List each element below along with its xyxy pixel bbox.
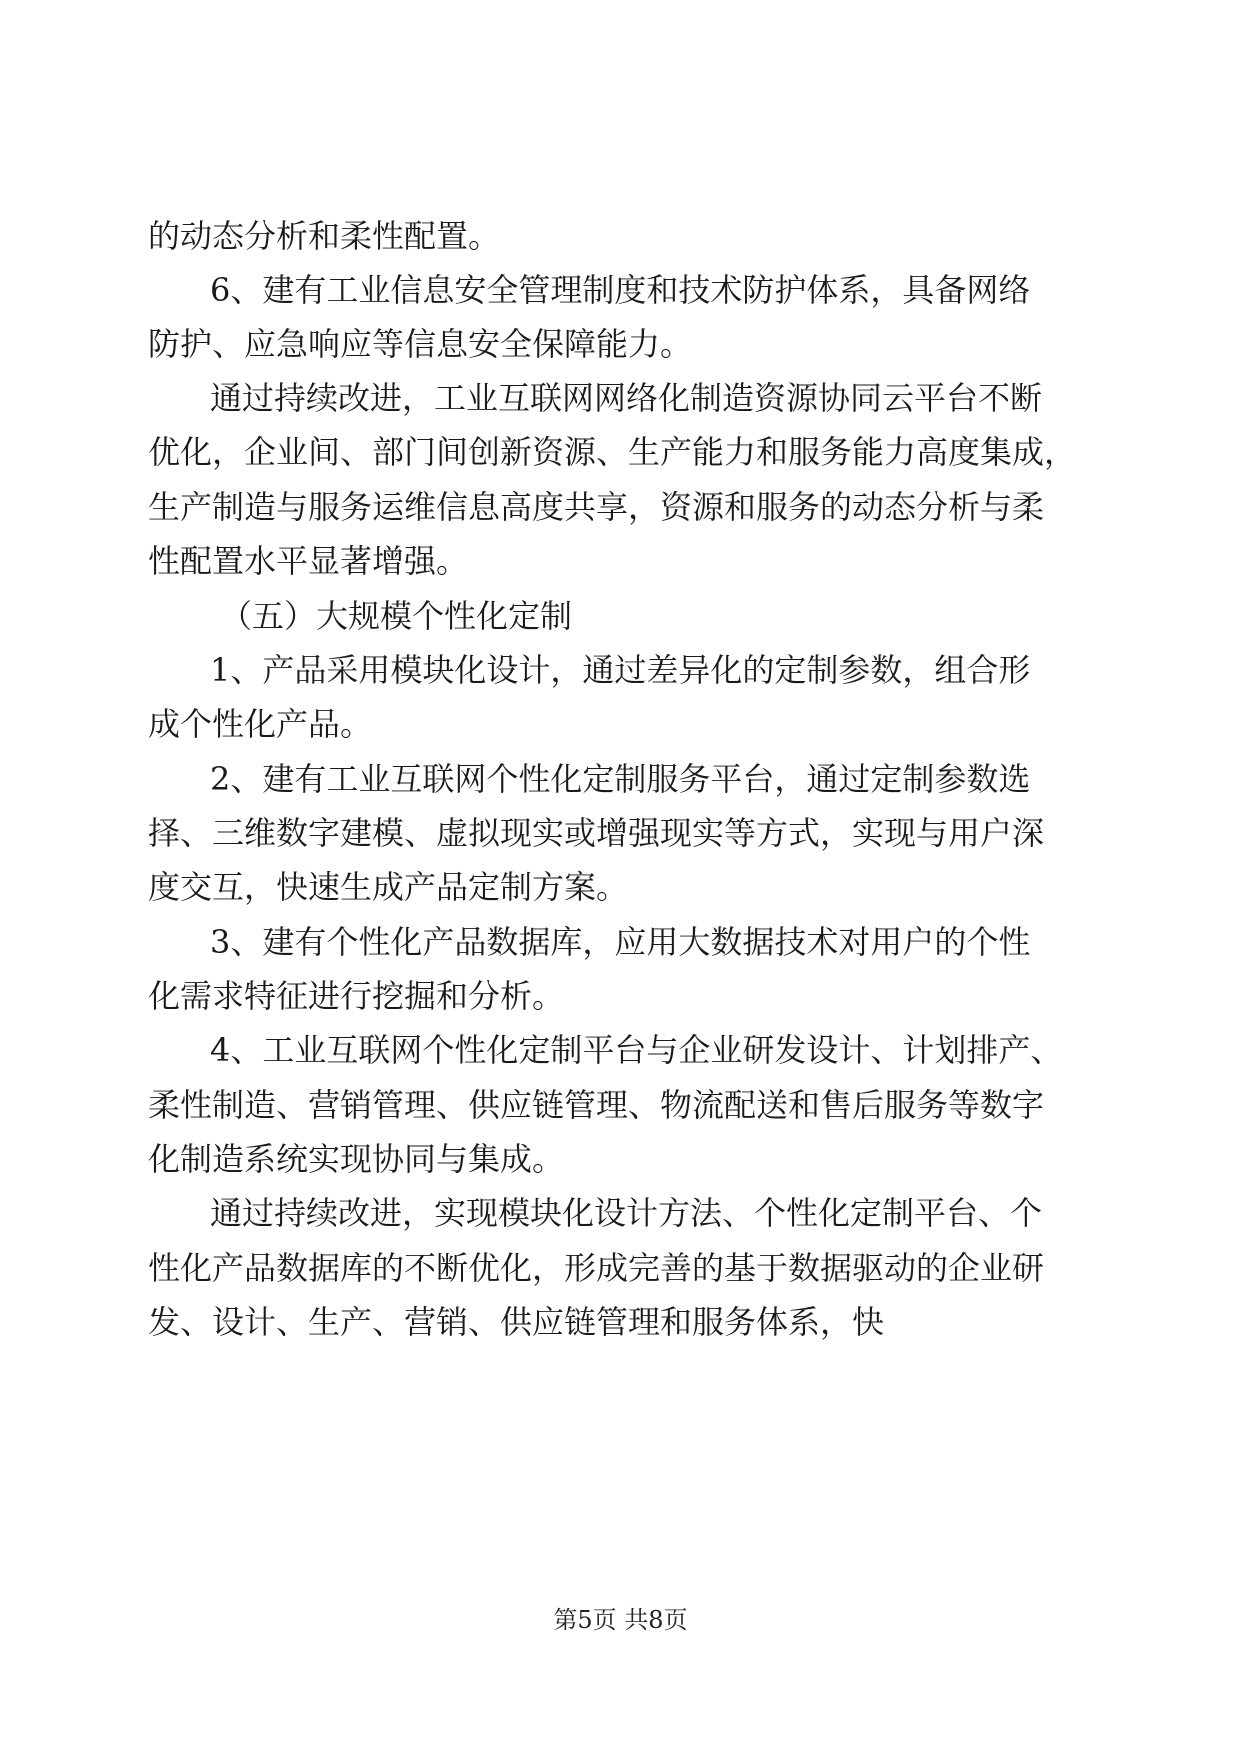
text-line-content: 优化，企业间、部门间创新资源、生产能力和服务能力高度集成，	[148, 433, 1077, 471]
text-line-content: 6、建有工业信息安全管理制度和技术防护体系，具备网络	[210, 271, 1031, 309]
text-line-content: 2、建有工业互联网个性化定制服务平台，通过定制参数选	[210, 760, 1031, 798]
text-line	[0, 922, 1241, 982]
text-line	[0, 1248, 1241, 1308]
text-line-content: 3、建有个性化产品数据库，应用大数据技术对用户的个性	[210, 923, 1031, 961]
text-line-content: 性化产品数据库的不断优化，形成完善的基于数据驱动的企业研	[148, 1249, 1045, 1287]
text-line-content: 通过持续改进，实现模块化设计方法、个性化定制平台、个	[210, 1194, 1043, 1232]
page-footer: 第5页 共8页	[553, 1606, 688, 1634]
text-line-content: 生产制造与服务运维信息高度共享，资源和服务的动态分析与柔	[148, 488, 1045, 526]
text-line	[0, 324, 1241, 384]
text-line	[0, 487, 1241, 547]
section-heading-text: （五）大规模个性化定制	[220, 597, 573, 635]
text-line-content: 1、产品采用模块化设计，通过差异化的定制参数，组合形	[210, 651, 1031, 689]
text-line-content: 择、三维数字建模、虚拟现实或增强现实等方式，实现与用户深	[148, 814, 1045, 852]
text-line	[0, 541, 1241, 601]
text-line-content: 度交互，快速生成产品定制方案。	[148, 868, 629, 906]
text-line-content: 的动态分析和柔性配置。	[148, 217, 501, 255]
text-line-content: 发、设计、生产、营销、供应链管理和服务体系，快	[148, 1303, 885, 1341]
text-line	[0, 867, 1241, 927]
text-line	[0, 216, 1241, 276]
text-line-content: 柔性制造、营销管理、供应链管理、物流配送和售后服务等数字	[148, 1086, 1045, 1124]
text-line-content: 性配置水平显著增强。	[148, 542, 469, 580]
text-line	[0, 1139, 1241, 1199]
text-line	[0, 1193, 1241, 1253]
text-line	[0, 1085, 1241, 1145]
text-line-content: 化需求特征进行挖掘和分析。	[148, 977, 565, 1015]
text-line	[0, 432, 1241, 492]
text-line-content: 通过持续改进，工业互联网网络化制造资源协同云平台不断	[210, 379, 1043, 417]
text-line	[0, 270, 1241, 330]
text-line	[0, 1030, 1241, 1090]
text-line-content: 4、工业互联网个性化定制平台与企业研发设计、计划排产、	[210, 1031, 1063, 1069]
text-line	[0, 759, 1241, 819]
text-line-content: 化制造系统实现协同与集成。	[148, 1140, 565, 1178]
text-line-content: 成个性化产品。	[148, 705, 373, 743]
text-line	[0, 704, 1241, 764]
text-line	[0, 1302, 1241, 1362]
section-heading	[0, 596, 1241, 656]
text-line	[0, 650, 1241, 710]
text-line	[0, 976, 1241, 1036]
text-line-content: 防护、应急响应等信息安全保障能力。	[148, 325, 693, 363]
text-line	[0, 813, 1241, 873]
text-line	[0, 378, 1241, 438]
